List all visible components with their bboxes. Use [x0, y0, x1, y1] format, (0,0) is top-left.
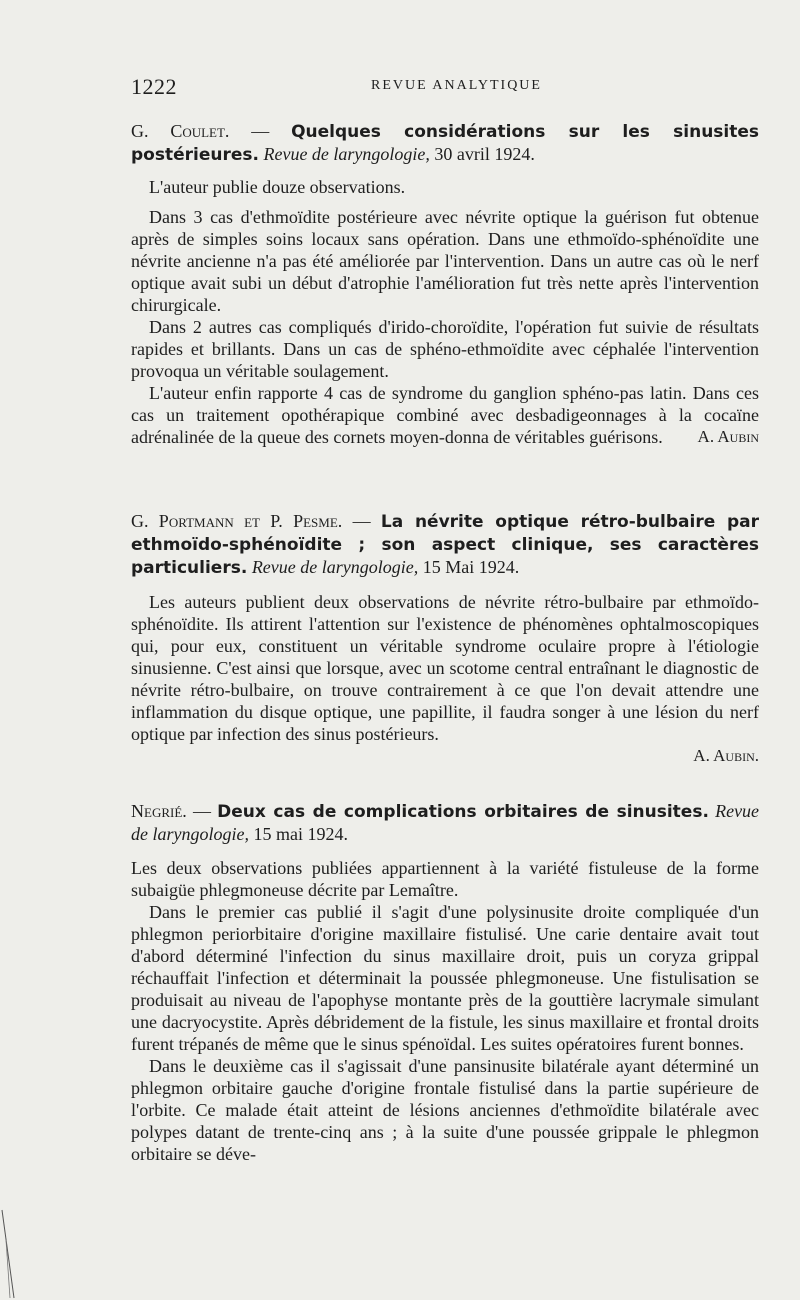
publication-date: 30 avril 1924. [434, 144, 535, 164]
running-title: REVUE ANALYTIQUE [371, 78, 542, 93]
article-coulet [131, 120, 759, 448]
journal-name: Revue de laryngologie, [263, 144, 430, 164]
article-title: La névrite optique rétro-bulbaire par ethmoïdo-sphénoïdite ; son aspect clinique, ses caractères particuliers. [131, 512, 759, 578]
paragraph: Les auteurs publient deux observations de névrite rétro-bulbaire par ethmoïdo-sphénoïdite. Ils attirent l'attention sur l'existence de phénomènes ophtalmoscopiques qui, pour eux, constituent un véritable syndrome oculaire propre à l'étiologie sinusienne. C'est ainsi que lorsque, avec un scotome central entraînant le diagnostic de névrite rétro-bulbaire, on trouve contrairement à ce que l'on devait attendre une inflammation du disque optique, une papillite, il faudra songer à une lésion du nerf optique par infection des sinus postérieurs. [131, 592, 759, 744]
article-author: G. Coulet. [131, 121, 230, 141]
article-title: Quelques considérations sur les sinusites postérieures. [131, 122, 760, 165]
paragraph: Dans 3 cas d'ethmoïdite postérieure avec névrite optique la guérison fut obtenue après de simples soins locaux sans opération. Dans une ethmoïdo-sphénoïdite une névrite ancienne n'a pas été améliorée par l'intervention. Dans un autre cas où le nerf optique avait subi un début d'atrophie l'amélioration fut très nette après l'intervention chirurgicale. [131, 207, 759, 315]
paragraph: Les deux observations publiées appartiennent à la variété fistuleuse de la forme subaigüe phlegmoneuse décrite par Lemaître. [131, 858, 759, 900]
journal-name: Revue de laryngologie, [131, 801, 760, 844]
article-negrie [131, 800, 759, 1165]
article-author: Negrié. [131, 801, 187, 821]
article-title: Deux cas de complications orbitaires de sinusites. [217, 802, 709, 822]
journal-name: Revue de laryngologie, [251, 557, 419, 577]
publication-date: 15 mai 1924. [253, 824, 348, 844]
paragraph-with-signature [131, 382, 759, 448]
signature: A. Aubin [697, 427, 759, 446]
paragraph: L'auteur publie douze observations. [149, 177, 406, 197]
paragraph: Dans le deuxième cas il s'agissait d'une pansinusite bilatérale ayant déterminé un phlegmon orbitaire gauche d'origine frontale fistulisé dans la partie supérieure de l'orbite. Ce malade était atteint de lésions anciennes d'ethmoïdite bilatérale avec polypes datant de trente-cinq ans ; à la suite d'une poussée grippale le phlegmon orbitaire se déve- [131, 1056, 759, 1164]
page-header [131, 74, 761, 104]
paragraph-text: L'auteur enfin rapporte 4 cas de syndrome du ganglion sphéno-pas latin. Dans ces cas un traitement opothérapique combiné avec desbadigeonnages à la cocaïne adrénalinée de la queue des cornets moyen-donna de véritables guérisons. [131, 383, 759, 447]
article-citation [131, 120, 759, 166]
paragraph: Dans 2 autres cas compliqués d'irido-choroïdite, l'opération fut suivie de résultats rapides et brillants. Dans un cas de sphéno-ethmoïdite avec céphalée l'intervention provoqua un véritable soulagement. [131, 317, 759, 381]
article-citation [131, 510, 759, 579]
margin-pencil-mark [0, 1200, 20, 1300]
paragraph: Dans le premier cas publié il s'agit d'une polysinusite droite compliquée d'un phlegmon periorbitaire d'origine maxillaire fistulisé. Une carie dentaire avait tout d'abord déterminé l'infection du sinus maxillaire droit, puis un coryza grippal réchauffait l'infection et déterminait la poussée phlegmoneuse. Une fistulisation se produisait au niveau de l'apophyse montante près de la gouttière lacrymale simulant une dacryocystite. Après débridement de la fistule, les sinus maxillaire et frontal droits furent trépanés de même que le sinus spénoïdal. Les suites opératoires furent bonnes. [131, 902, 759, 1054]
page-number: 1222 [131, 74, 177, 99]
article-portmann-pesme [131, 510, 759, 767]
dash: — [192, 801, 211, 821]
dash: — [352, 511, 371, 531]
publication-date: 15 Mai 1924. [422, 557, 520, 577]
signature: A. Aubin. [693, 746, 759, 765]
dash: — [251, 121, 270, 141]
article-citation [131, 800, 759, 845]
article-author: G. Portmann et P. Pesme. [131, 511, 343, 531]
